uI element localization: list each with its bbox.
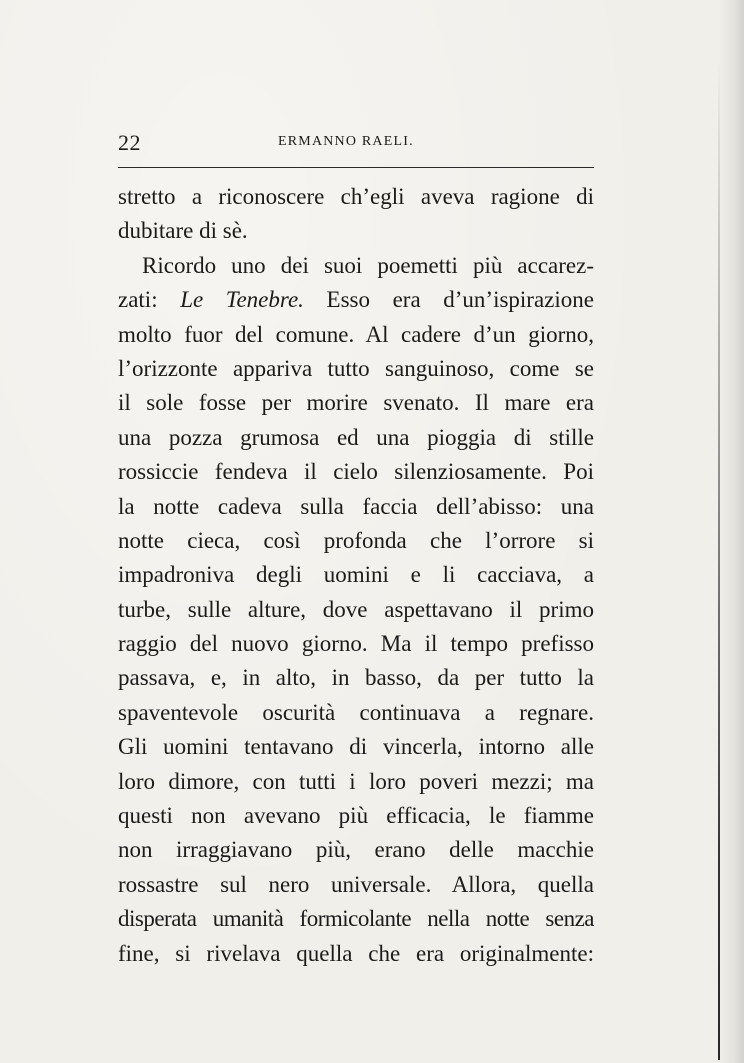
- page-edge-shadow: [718, 0, 744, 1063]
- text-segment: zati:: [118, 287, 181, 313]
- header-rule: [118, 167, 594, 168]
- text-line: loro dimore, con tutti i loro poveri mezzi; ma: [118, 768, 594, 794]
- text-segment: Esso era d’un’ispirazione: [303, 287, 594, 313]
- paragraph-first-line: Ricordo uno dei suoi poemetti più accarez-: [142, 252, 594, 278]
- text-line: notte cieca, così profonda che l’orrore si: [118, 527, 594, 553]
- text-line: l’orizzonte appariva tutto sanguinoso, come se: [118, 355, 594, 381]
- text-line: non irraggiavano più, erano delle macchie: [118, 837, 594, 863]
- text-line: stretto a riconoscere ch’egli aveva ragione di: [118, 184, 594, 209]
- text-line: la notte cadeva sulla faccia dell’abisso: una: [118, 493, 594, 519]
- text-line: raggio del nuovo giorno. Ma il tempo prefisso: [118, 631, 594, 657]
- text-line: molto fuor del comune. Al cadere d’un giorno,: [118, 321, 594, 347]
- text-line: rossastre sul nero universale. Allora, quella: [118, 871, 594, 897]
- page-header: [118, 130, 594, 156]
- text-line: il sole fosse per morire svenato. Il mare era: [118, 390, 594, 416]
- text-line: turbe, sulle alture, dove aspettavano il primo: [118, 596, 594, 622]
- running-head: ERMANNO RAELI.: [278, 134, 414, 149]
- text-line: fine, si rivelava quella che era originalmente:: [118, 940, 594, 966]
- text-line: spaventevole oscurità continuava a regnare.: [118, 699, 594, 725]
- page-edge-line: [718, 60, 720, 1060]
- text-line: una pozza grumosa ed una pioggia di stille: [118, 424, 594, 450]
- poem-title: Le Tenebre.: [180, 287, 304, 313]
- text-line: Gli uomini tentavano di vincerla, intorno alle: [118, 734, 594, 760]
- text-line: dubitare di sè.: [118, 218, 248, 244]
- text-line: disperata umanità formicolante nella notte senza: [118, 906, 594, 932]
- text-line-with-title: [118, 283, 594, 317]
- text-line: passava, e, in alto, in basso, da per tutto la: [118, 665, 594, 691]
- text-line: impadroniva degli uomini e li cacciava, a: [118, 562, 594, 588]
- text-line: questi non avevano più efficacia, le fiamme: [118, 803, 594, 829]
- text-line: rossiccie fendeva il cielo silenziosamente. Poi: [118, 459, 594, 485]
- body-text: [118, 180, 594, 971]
- page-number: 22: [118, 130, 141, 155]
